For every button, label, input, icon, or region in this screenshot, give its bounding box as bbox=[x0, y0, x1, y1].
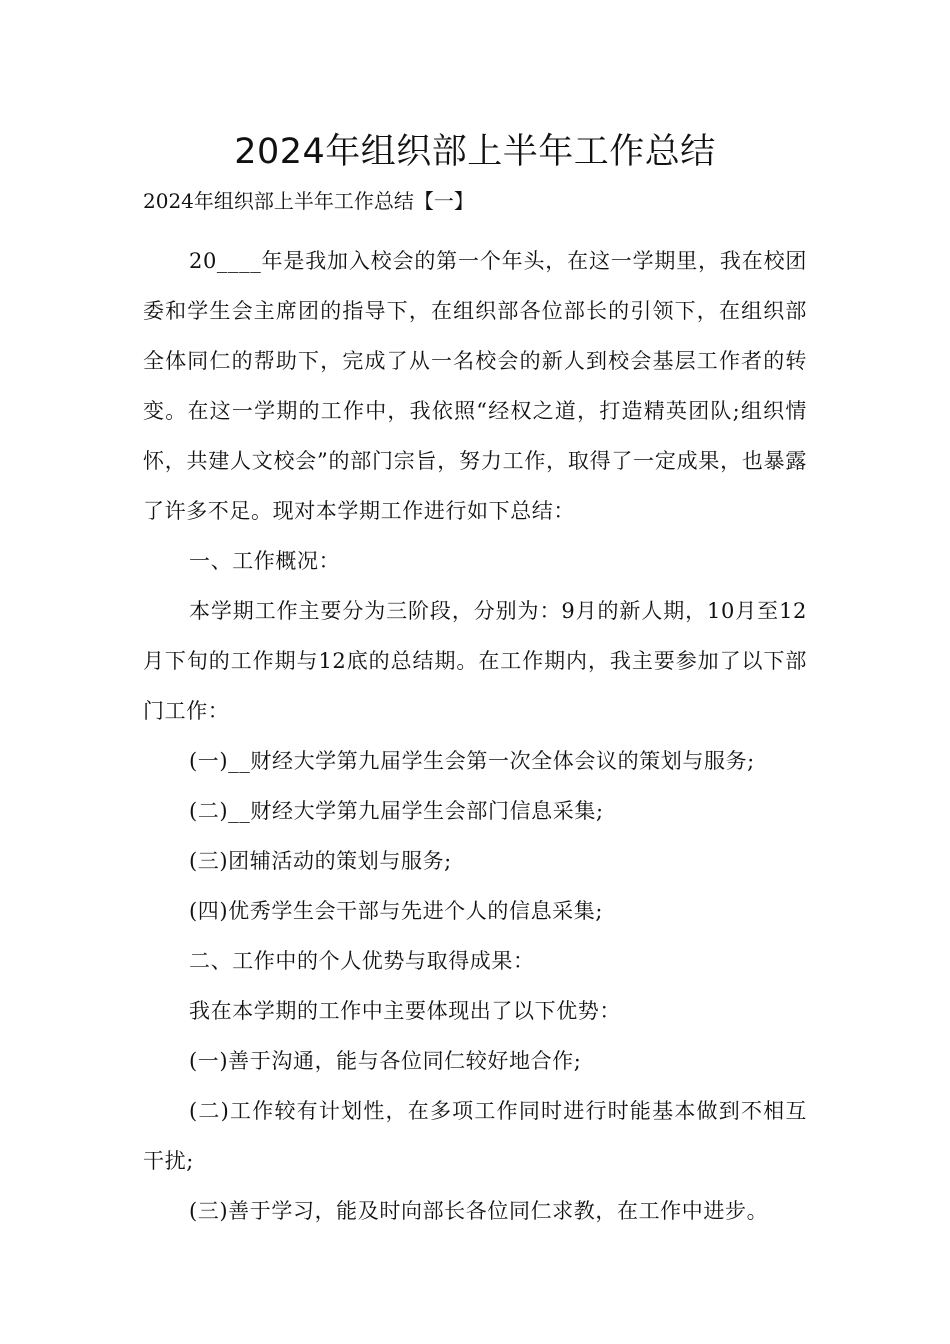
section-heading-strengths: 二、工作中的个人优势与取得成果： bbox=[189, 949, 535, 973]
document-body bbox=[143, 236, 807, 1236]
list-item-work-3: (三)团辅活动的策划与服务; bbox=[189, 849, 452, 873]
list-item-strength-1: (一)善于沟通，能与各位同仁较好地合作; bbox=[189, 1049, 582, 1073]
paragraph-intro: 20____年是我加入校会的第一个年头，在这一学期里，我在校团委和学生会主席团的指导下，在组织部各位部长的引领下，在组织部全体同仁的帮助下，完成了从一名校会的新人到校会基层工作者的转变。在这一学期的工作中，我依照“经权之道，打造精英团队;组织情怀，共建人文校会”的部门宗旨，努力工作，取得了一定成果，也暴露了许多不足。现对本学期工作进行如下总结： bbox=[143, 249, 807, 523]
list-item-work-1: (一)__财经大学第九届学生会第一次全体会议的策划与服务; bbox=[189, 749, 755, 773]
paragraph-overview: 本学期工作主要分为三阶段，分别为：9月的新人期，10月至12月下旬的工作期与12底的总结期。在工作期内，我主要参加了以下部门工作： bbox=[143, 599, 807, 723]
list-item-strength-3: (三)善于学习，能及时向部长各位同仁求教，在工作中进步。 bbox=[189, 1199, 769, 1223]
paragraph-strengths-intro: 我在本学期的工作中主要体现出了以下优势： bbox=[189, 999, 621, 1023]
section-heading-overview: 一、工作概况： bbox=[189, 549, 341, 573]
list-item-strength-2: (二)工作较有计划性，在多项工作同时进行时能基本做到不相互干扰; bbox=[143, 1099, 807, 1173]
list-item-work-2: (二)__财经大学第九届学生会部门信息采集; bbox=[189, 799, 604, 823]
list-item-work-4: (四)优秀学生会干部与先进个人的信息采集; bbox=[189, 899, 604, 923]
document-title: 2024年组织部上半年工作总结 bbox=[234, 132, 716, 172]
document-subtitle: 2024年组织部上半年工作总结【一】 bbox=[143, 189, 474, 213]
